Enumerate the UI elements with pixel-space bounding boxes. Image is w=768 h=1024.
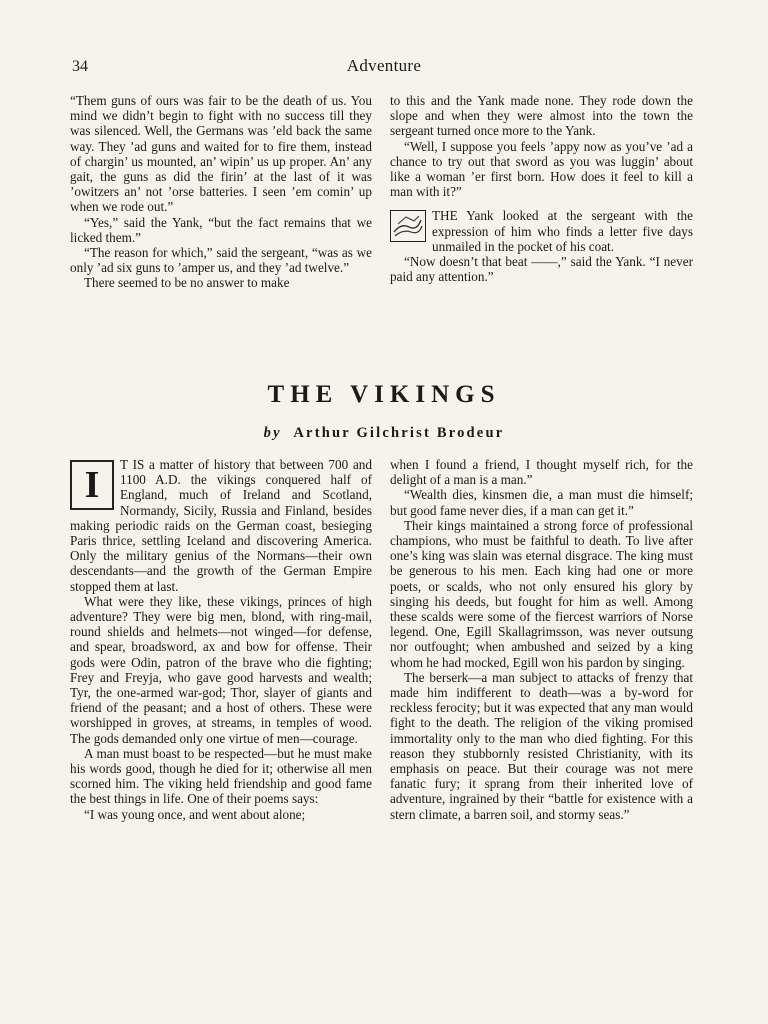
paragraph: “The reason for which,” said the sergeant, “was as we only ’ad six guns to ’amper us, and they ’ad twelve.” [70,245,372,276]
paragraph: The berserk—a man subject to attacks of frenzy that made him indifferent to death—was a by-word for reckless ferocity; but it was expected that any man would fight to the death. The religion of the viking promised immortality only to the man who died fighting. For this reason they stubbornly resisted Christianity, with its emphasis on peace. But their courage was not mere fanatic fury; it sprang from their inherited love of adventure, ingrained by their “battle for existence with a stern climate, a barren soil, and stormy seas.” [390,669,693,822]
paragraph: “I was young once, and went about alone; [84,806,306,822]
story-column-left [70,93,372,291]
paragraph: A man must boast to be respected—but he must make his words good, though he died for it; otherwise all men scorned him. The viking held friendship and good fame the best things in life. One of their poems says: [70,745,372,807]
paragraph: T IS a matter of history that between 700 and 1100 A.D. the vikings conquered half of England, much of Ireland and Scotland, Normandy, Sicily, Russia and Finland, besides making periodic raids on the German coast, besieging Paris thrice, settling Iceland and discovering America. Only the military genius of the Normans—their own descendants—and the growth of the German Empire stopped them at last. [70,457,372,594]
paragraph: Their kings maintained a strong force of professional champions, who must be faithful to death. To live after one’s king was slain was eternal disgrace. The king must be generous to his men. Each king had one or more poets, or scalds, who not only ensured his glory by singing his deeds, but fought for him as well. Among these scalds were some of the fiercest warriors of Norse legend. One, Egill Skallagrimsson, was never outsung nor outfought; when ambushed and seized by a king whom he had mocked, Egill won his pardon by singing. [390,517,693,670]
section-ornament-icon [390,210,426,242]
paragraph: when I found a friend, I thought myself rich, for the delight of a man is a man.” [390,457,693,488]
running-title: Adventure [346,56,422,75]
paragraph: There seemed to be no answer to make [84,275,290,291]
page-number: 34 [72,58,88,75]
paragraph: What were they like, these vikings, princes of high adventure? They were big men, blond, with ring-mail, round shields and helmets—not winged—for defense, and spear, broadsword, ax and bow for offense. Their gods were Odin, patron of the brave who die fighting; Frey and Freyja, who gave good harvests and wealth; Tyr, the one-armed war-god; Thor, slayer of giants and friend of the peasant; and a host of others. These were worshipped in groves, at streams, in temples of wood. The gods demanded only one virtue of men—courage. [70,593,372,746]
story-column-right [390,93,693,284]
paragraph: “Now doesn’t that beat ——,” said the Yank. “I never paid any attention.” [390,254,693,285]
paragraph: to this and the Yank made none. They rode down the slope and when they were almost into the town the sergeant turned once more to the Yank. [390,93,693,139]
author-name: Arthur Gilchrist Brodeur [293,425,505,441]
article-column-right [390,457,693,822]
paragraph: “Wealth dies, kinsmen die, a man must die himself; but good fame never dies, if a man can get it.” [390,487,693,518]
byline [0,425,768,442]
drop-cap: I [70,460,114,510]
paragraph: “Them guns of ours was fair to be the death of us. You mind we didn’t begin to fight with no success till they was silenced. Well, the Germans was ’eld back the same way. They ’ad guns and waited for to fire them, instead of chargin’ us mounted, an’ wipin’ us up proper. An’ any gait, the guns as did the firin’ at the last of it was ’owitzers an’ not ’orse batteries. I seen ’em comin’ up when we rode out.” [70,93,372,215]
paragraph: THE Yank looked at the sergeant with the expression of him who finds a letter five days unmailed in the pocket of his coat. [432,208,693,254]
article-column-left [70,457,372,822]
paragraph: “Yes,” said the Yank, “but the fact remains that we licked them.” [70,214,372,245]
byline-by: by [263,425,282,441]
paragraph: “Well, I suppose you feels ’appy now as you’ve ’ad a chance to try out that sword as you was luggin’ about like a woman ’er first born. How does it feel to kill a man with it?” [390,138,693,200]
article-title: THE VIKINGS [267,381,501,408]
